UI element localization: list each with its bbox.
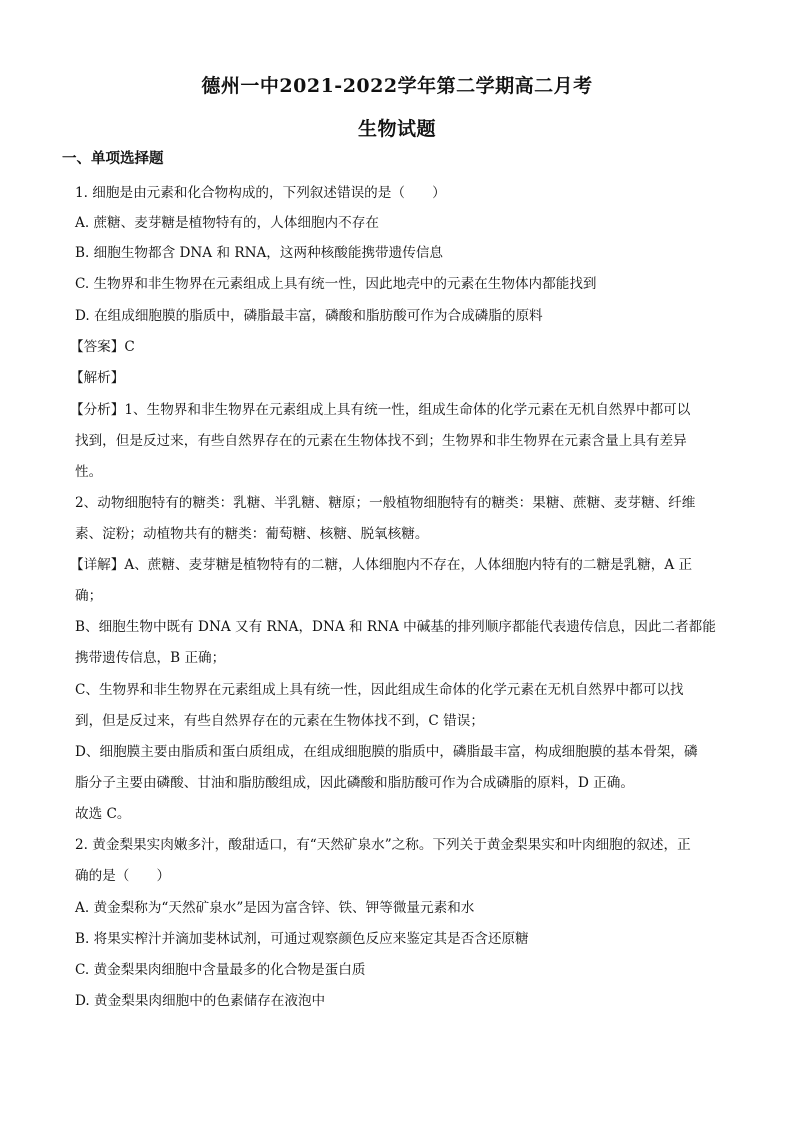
question-2-option-b: B. 将果实榨汁并滴加斐林试剂，可通过观察颜色反应来鉴定其是否含还原糖 — [75, 931, 529, 947]
question-2-option-a: A. 黄金梨称为“天然矿泉水”是因为富含锌、铁、钾等微量元素和水 — [75, 900, 475, 916]
question-2-stem: 确的是（ ） — [75, 868, 171, 884]
analysis-line: 性。 — [75, 464, 103, 480]
analysis-line: 2、动物细胞特有的糖类：乳糖、半乳糖、糖原；一般植物细胞特有的糖类：果糖、蔗糖、麦芽糖、纤维 — [75, 495, 696, 511]
analysis-line: 确； — [75, 588, 103, 604]
question-1-option-a: A. 蔗糖、麦芽糖是植物特有的，人体细胞内不存在 — [75, 215, 379, 231]
page-subtitle: 生物试题 — [357, 118, 436, 140]
question-2-option-c: C. 黄金梨果肉细胞中含量最多的化合物是蛋白质 — [75, 962, 366, 978]
question-2-option-d: D. 黄金梨果肉细胞中的色素储存在液泡中 — [75, 993, 326, 1009]
question-2-stem: 2. 黄金梨果实肉嫩多汁，酸甜适口，有“天然矿泉水”之称。下列关于黄金梨果实和叶肉细胞的叙述，正 — [75, 837, 691, 853]
question-1-option-b: B. 细胞生物都含 DNA 和 RNA，这两种核酸能携带遗传信息 — [75, 245, 444, 261]
analysis-line: C、生物界和非生物界在元素组成上具有统一性，因此组成生命体的化学元素在无机自然界中都可以找 — [75, 682, 684, 698]
analysis-line: 到，但是反过来，有些自然界存在的元素在生物体找不到，C 错误； — [75, 713, 484, 729]
analysis-line: 携带遗传信息，B 正确； — [75, 650, 226, 666]
analysis-line: 脂分子主要由磷酸、甘油和脂肪酸组成，因此磷酸和脂肪酸可作为合成磷脂的原料，D 正确。 — [75, 775, 634, 791]
analysis-line: 故选 C。 — [75, 806, 131, 822]
question-1-option-c: C. 生物界和非生物界在元素组成上具有统一性，因此地壳中的元素在生物体内都能找到 — [75, 276, 597, 292]
question-1-option-d: D. 在组成细胞膜的脂质中，磷脂最丰富，磷酸和脂肪酸可作为合成磷脂的原料 — [75, 308, 543, 324]
analysis-label: 【解析】 — [70, 370, 125, 386]
analysis-line: D、细胞膜主要由脂质和蛋白质组成，在组成细胞膜的脂质中，磷脂最丰富，构成细胞膜的基本骨架，磷 — [75, 744, 698, 760]
analysis-line: 素、淀粉；动植物共有的糖类：葡萄糖、核糖、脱氧核糖。 — [75, 526, 429, 542]
analysis-line: 找到，但是反过来，有些自然界存在的元素在生物体找不到；生物界和非生物界在元素含量上具有差异 — [75, 433, 687, 449]
analysis-line: 【分析】1、生物界和非生物界在元素组成上具有统一性，组成生命体的化学元素在无机自然界中都可以 — [70, 402, 691, 418]
page-title: 德州一中2021-2022学年第二学期高二月考 — [201, 75, 593, 97]
analysis-line: B、细胞生物中既有 DNA 又有 RNA，DNA 和 RNA 中碱基的排列顺序都能代表遗传信息，因此二者都能 — [75, 619, 716, 635]
question-1-stem: 1. 细胞是由元素和化合物构成的，下列叙述错误的是（ ） — [75, 185, 446, 201]
answer-label: 【答案】C — [70, 339, 135, 355]
analysis-line: 【详解】A、蔗糖、麦芽糖是植物特有的二糖，人体细胞内不存在，人体细胞内特有的二糖是乳糖，A 正 — [70, 557, 693, 573]
section-heading: 一、单项选择题 — [62, 150, 164, 167]
